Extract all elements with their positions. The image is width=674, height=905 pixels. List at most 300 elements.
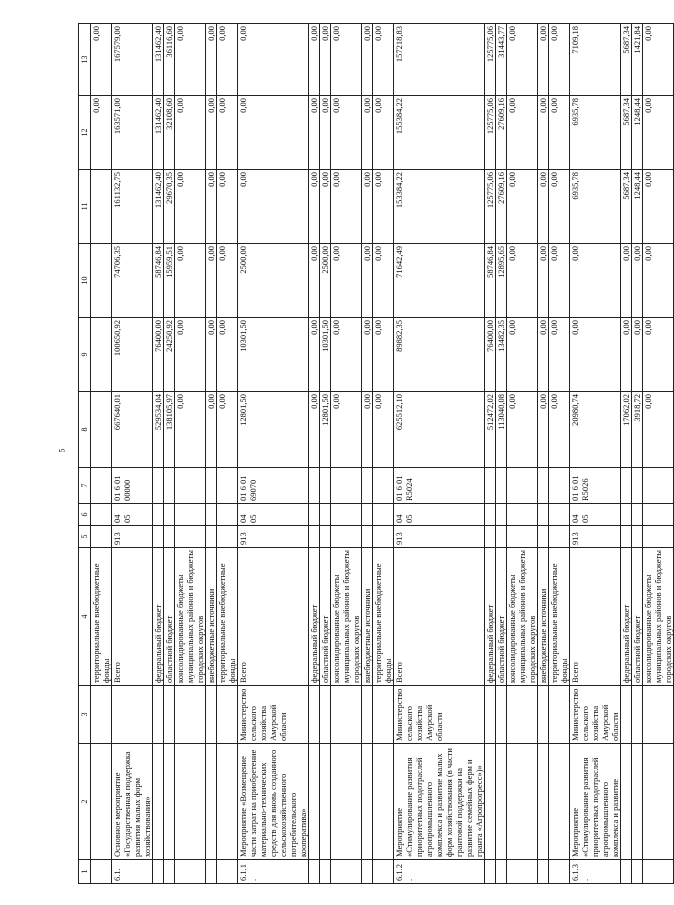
grbs-code-cell (91, 526, 112, 548)
executor-cell (175, 686, 206, 744)
year-value-cell: 0,00 (238, 170, 309, 244)
year-value-cell: 125775,06 (485, 170, 496, 244)
funding-source-cell: консолидированные бюджеты муниципальных районов и бюджеты городских округов (175, 548, 206, 686)
year-value-cell: 0,00 (331, 318, 362, 392)
budget-table (78, 23, 674, 884)
target-article-code-cell (485, 468, 496, 504)
executor-cell: Министерство сельского хозяйства Амурской области (570, 686, 621, 744)
funding-source-cell: Всего (394, 548, 485, 686)
year-value-cell: 0,00 (331, 244, 362, 318)
total-value-cell: 667640,01 (112, 392, 153, 468)
table-row (153, 24, 164, 884)
year-value-cell (91, 170, 112, 244)
grbs-code-cell (632, 526, 643, 548)
year-value-cell: 0,00 (373, 244, 394, 318)
event-name-cell (485, 744, 496, 860)
year-value-cell: 5687,34 (621, 96, 632, 170)
year-value-cell: 74706,35 (112, 244, 153, 318)
year-value-cell: 5687,34 (621, 170, 632, 244)
year-value-cell: 0,00 (206, 24, 217, 96)
target-article-code-cell (643, 468, 674, 504)
year-value-cell: 29670,35 (164, 170, 175, 244)
executor-cell (507, 686, 538, 744)
target-article-code-cell (549, 468, 570, 504)
year-value-cell: 0,00 (320, 96, 331, 170)
executor-cell (538, 686, 549, 744)
event-name-cell (643, 744, 674, 860)
year-value-cell: 0,00 (362, 244, 373, 318)
year-value-cell: 0,00 (206, 96, 217, 170)
column-header: 7 (79, 468, 91, 504)
year-value-cell: 0,00 (320, 24, 331, 96)
table-row (538, 24, 549, 884)
year-value-cell: 0,00 (643, 318, 674, 392)
year-value-cell: 0,00 (538, 170, 549, 244)
year-value-cell: 0,00 (549, 244, 570, 318)
year-value-cell: 0,00 (320, 170, 331, 244)
funding-source-cell: федеральный бюджет (485, 548, 496, 686)
event-name-cell (91, 744, 112, 860)
row-number-cell (175, 860, 206, 884)
target-article-code-cell (309, 468, 320, 504)
year-value-cell: 58746,84 (153, 244, 164, 318)
grbs-code-cell (164, 526, 175, 548)
executor-cell (164, 686, 175, 744)
table-row (309, 24, 320, 884)
executor-cell (153, 686, 164, 744)
funding-source-cell: внебюджетные источники (538, 548, 549, 686)
grbs-code-cell (549, 526, 570, 548)
total-value-cell: 17062,02 (621, 392, 632, 468)
event-name-cell (362, 744, 373, 860)
section-code-cell (91, 504, 112, 526)
section-code-cell (175, 504, 206, 526)
year-value-cell: 131462,40 (153, 24, 164, 96)
event-name-cell: Мероприятие «Стимулирование развития приоритетных подотраслей агропромышленного комплекса и развитие (570, 744, 621, 860)
year-value-cell: 0,00 (507, 24, 538, 96)
year-value-cell: 36116,60 (164, 24, 175, 96)
header-row (79, 24, 91, 884)
total-value-cell: 0,00 (331, 392, 362, 468)
executor-cell (112, 686, 153, 744)
row-number-cell (320, 860, 331, 884)
grbs-code-cell: 913 (394, 526, 485, 548)
total-value-cell: 0,00 (362, 392, 373, 468)
year-value-cell: 76400,00 (153, 318, 164, 392)
total-value-cell: 0,00 (217, 392, 238, 468)
column-header: 9 (79, 318, 91, 392)
section-code-cell (621, 504, 632, 526)
funding-source-cell: Всего (570, 548, 621, 686)
section-code-cell (164, 504, 175, 526)
section-code-cell (217, 504, 238, 526)
year-value-cell: 0,00 (309, 170, 320, 244)
year-value-cell: 0,00 (217, 318, 238, 392)
executor-cell (320, 686, 331, 744)
executor-cell (91, 686, 112, 744)
year-value-cell: 89882,35 (394, 318, 485, 392)
year-value-cell: 0,00 (206, 170, 217, 244)
executor-cell (362, 686, 373, 744)
table-row (549, 24, 570, 884)
year-value-cell: 0,00 (507, 318, 538, 392)
year-value-cell: 27609,16 (496, 96, 507, 170)
executor-cell (643, 686, 674, 744)
row-number-cell (217, 860, 238, 884)
executor-cell (496, 686, 507, 744)
target-article-code-cell (153, 468, 164, 504)
year-value-cell: 0,00 (175, 244, 206, 318)
table-row (373, 24, 394, 884)
total-value-cell: 0,00 (309, 392, 320, 468)
grbs-code-cell (373, 526, 394, 548)
row-number-cell (373, 860, 394, 884)
total-value-cell: 12801,50 (320, 392, 331, 468)
year-value-cell: 0,00 (309, 318, 320, 392)
total-value-cell: 20980,74 (570, 392, 621, 468)
year-value-cell: 100650,92 (112, 318, 153, 392)
column-header: 11 (79, 170, 91, 244)
grbs-code-cell: 913 (238, 526, 309, 548)
year-value-cell: 0,00 (175, 24, 206, 96)
year-value-cell: 6935,78 (570, 96, 621, 170)
section-code-cell (632, 504, 643, 526)
event-name-cell (320, 744, 331, 860)
year-value-cell: 10301,50 (320, 318, 331, 392)
year-value-cell: 0,00 (238, 96, 309, 170)
row-number-cell (331, 860, 362, 884)
total-value-cell: 529534,04 (153, 392, 164, 468)
year-value-cell: 161132,75 (112, 170, 153, 244)
year-value-cell: 2500,00 (320, 244, 331, 318)
year-value-cell: 0,00 (331, 24, 362, 96)
year-value-cell: 58746,84 (485, 244, 496, 318)
row-number-cell (153, 860, 164, 884)
year-value-cell: 24250,92 (164, 318, 175, 392)
event-name-cell: Основное мероприятие «Государственная поддержка развития малых форм хозяйствования» (112, 744, 153, 860)
event-name-cell (621, 744, 632, 860)
executor-cell (485, 686, 496, 744)
funding-source-cell: внебюджетные источники (362, 548, 373, 686)
year-value-cell: 27609,16 (496, 170, 507, 244)
funding-source-cell: консолидированные бюджеты муниципальных районов и бюджеты городских округов (507, 548, 538, 686)
total-value-cell: 0,00 (373, 392, 394, 468)
year-value-cell: 0,00 (538, 318, 549, 392)
row-number-cell: 6.1.1. (238, 860, 309, 884)
table-row (175, 24, 206, 884)
funding-source-cell: территориальные внебюджетные фонды (91, 548, 112, 686)
grbs-code-cell (175, 526, 206, 548)
event-name-cell: Мероприятие «Возмещение части затрат на приобретение материально-технических средств для вновь созданного сельскохозяйственного потребительского кооператива» (238, 744, 309, 860)
target-article-code-cell (175, 468, 206, 504)
year-value-cell: 131462,40 (153, 96, 164, 170)
section-code-cell (496, 504, 507, 526)
executor-cell: Министерство сельского хозяйства Амурской области (238, 686, 309, 744)
event-name-cell (496, 744, 507, 860)
section-code-cell: 04 05 (112, 504, 153, 526)
table-row (485, 24, 496, 884)
year-value-cell (91, 318, 112, 392)
row-number-cell (206, 860, 217, 884)
section-code-cell (643, 504, 674, 526)
total-value-cell: 0,00 (206, 392, 217, 468)
event-name-cell (153, 744, 164, 860)
row-number-cell (621, 860, 632, 884)
rotated-table-wrapper (78, 24, 673, 884)
grbs-code-cell (309, 526, 320, 548)
row-number-cell (309, 860, 320, 884)
year-value-cell: 0,00 (217, 244, 238, 318)
year-value-cell: 0,00 (549, 24, 570, 96)
total-value-cell: 113040,08 (496, 392, 507, 468)
year-value-cell: 0,00 (217, 96, 238, 170)
table-row (496, 24, 507, 884)
year-value-cell: 125775,06 (485, 24, 496, 96)
year-value-cell (91, 244, 112, 318)
column-header: 10 (79, 244, 91, 318)
section-code-cell (538, 504, 549, 526)
year-value-cell: 6935,78 (570, 170, 621, 244)
total-value-cell: 0,00 (507, 392, 538, 468)
year-value-cell: 0,00 (91, 96, 112, 170)
target-article-code-cell (496, 468, 507, 504)
funding-source-cell: областной бюджет (320, 548, 331, 686)
funding-source-cell: областной бюджет (632, 548, 643, 686)
year-value-cell: 0,00 (206, 318, 217, 392)
executor-cell (217, 686, 238, 744)
column-header: 3 (79, 686, 91, 744)
year-value-cell: 5687,34 (621, 24, 632, 96)
target-article-code-cell (632, 468, 643, 504)
event-name-cell (217, 744, 238, 860)
year-value-cell: 0,00 (549, 170, 570, 244)
year-value-cell: 0,00 (621, 318, 632, 392)
funding-source-cell: внебюджетные источники (206, 548, 217, 686)
table-row (362, 24, 373, 884)
column-header: 4 (79, 548, 91, 686)
total-value-cell: 12801,50 (238, 392, 309, 468)
year-value-cell: 32108,60 (164, 96, 175, 170)
row-number-cell (507, 860, 538, 884)
year-value-cell: 0,00 (643, 24, 674, 96)
row-number-cell (362, 860, 373, 884)
total-value-cell: 512472,02 (485, 392, 496, 468)
executor-cell (632, 686, 643, 744)
year-value-cell: 0,00 (175, 318, 206, 392)
year-value-cell: 0,00 (238, 24, 309, 96)
target-article-code-cell (320, 468, 331, 504)
row-number-cell (91, 860, 112, 884)
year-value-cell: 0,00 (175, 96, 206, 170)
funding-source-cell: федеральный бюджет (309, 548, 320, 686)
executor-cell (549, 686, 570, 744)
event-name-cell (164, 744, 175, 860)
year-value-cell: 1421,84 (632, 24, 643, 96)
total-value-cell: 0,00 (538, 392, 549, 468)
funding-source-cell: консолидированные бюджеты муниципальных районов и бюджеты городских округов (331, 548, 362, 686)
row-number-cell (164, 860, 175, 884)
target-article-code-cell: 01 6 01 R5024 (394, 468, 485, 504)
row-number-cell: 6.1.3. (570, 860, 621, 884)
year-value-cell: 0,00 (331, 96, 362, 170)
event-name-cell (538, 744, 549, 860)
grbs-code-cell (485, 526, 496, 548)
funding-source-cell: Всего (112, 548, 153, 686)
section-code-cell (507, 504, 538, 526)
year-value-cell: 157218,83 (394, 24, 485, 96)
year-value-cell: 7109,18 (570, 24, 621, 96)
year-value-cell: 0,00 (632, 318, 643, 392)
target-article-code-cell: 01 6 01 69070 (238, 468, 309, 504)
year-value-cell: 131462,40 (153, 170, 164, 244)
funding-source-cell: федеральный бюджет (153, 548, 164, 686)
column-header: 5 (79, 526, 91, 548)
table-row (632, 24, 643, 884)
year-value-cell: 2500,00 (238, 244, 309, 318)
table-row (394, 24, 485, 884)
row-number-cell (485, 860, 496, 884)
year-value-cell: 0,00 (373, 24, 394, 96)
year-value-cell: 0,00 (175, 170, 206, 244)
event-name-cell (206, 744, 217, 860)
event-name-cell (175, 744, 206, 860)
year-value-cell: 0,00 (331, 170, 362, 244)
row-number-cell (549, 860, 570, 884)
section-code-cell (206, 504, 217, 526)
section-code-cell: 04 05 (238, 504, 309, 526)
event-name-cell (309, 744, 320, 860)
year-value-cell: 0,00 (309, 24, 320, 96)
year-value-cell: 0,00 (643, 170, 674, 244)
year-value-cell: 1248,44 (632, 170, 643, 244)
section-code-cell (153, 504, 164, 526)
table-row (238, 24, 309, 884)
row-number-cell (643, 860, 674, 884)
year-value-cell: 0,00 (549, 96, 570, 170)
table-row (621, 24, 632, 884)
year-value-cell: 0,00 (309, 244, 320, 318)
year-value-cell: 0,00 (373, 96, 394, 170)
funding-source-cell: федеральный бюджет (621, 548, 632, 686)
table-row (570, 24, 621, 884)
target-article-code-cell (164, 468, 175, 504)
section-code-cell (485, 504, 496, 526)
section-code-cell (362, 504, 373, 526)
target-article-code-cell (538, 468, 549, 504)
grbs-code-cell (331, 526, 362, 548)
year-value-cell: 167579,00 (112, 24, 153, 96)
column-header: 6 (79, 504, 91, 526)
year-value-cell: 15959,51 (164, 244, 175, 318)
grbs-code-cell: 913 (570, 526, 621, 548)
total-value-cell: 3918,72 (632, 392, 643, 468)
event-name-cell (507, 744, 538, 860)
grbs-code-cell: 913 (112, 526, 153, 548)
event-name-cell (331, 744, 362, 860)
funding-source-cell: областной бюджет (496, 548, 507, 686)
year-value-cell: 0,00 (643, 96, 674, 170)
year-value-cell: 153384,22 (394, 170, 485, 244)
section-code-cell (331, 504, 362, 526)
year-value-cell: 0,00 (549, 318, 570, 392)
row-number-cell (496, 860, 507, 884)
grbs-code-cell (538, 526, 549, 548)
row-number-cell: 6.1.2. (394, 860, 485, 884)
grbs-code-cell (362, 526, 373, 548)
table-row (507, 24, 538, 884)
event-name-cell (632, 744, 643, 860)
total-value-cell (91, 392, 112, 468)
funding-source-cell: консолидированные бюджеты муниципальных районов и бюджеты городских округов (643, 548, 674, 686)
table-row (643, 24, 674, 884)
target-article-code-cell (331, 468, 362, 504)
target-article-code-cell (91, 468, 112, 504)
column-header: 12 (79, 96, 91, 170)
year-value-cell: 12895,65 (496, 244, 507, 318)
section-code-cell (549, 504, 570, 526)
funding-source-cell: Всего (238, 548, 309, 686)
grbs-code-cell (643, 526, 674, 548)
year-value-cell: 0,00 (538, 244, 549, 318)
section-code-cell: 04 05 (570, 504, 621, 526)
year-value-cell: 71642,49 (394, 244, 485, 318)
year-value-cell: 0,00 (309, 96, 320, 170)
table-row (331, 24, 362, 884)
funding-source-cell: территориальные внебюджетные фонды (549, 548, 570, 686)
year-value-cell: 155384,22 (394, 96, 485, 170)
target-article-code-cell (621, 468, 632, 504)
year-value-cell: 31443,77 (496, 24, 507, 96)
table-row (164, 24, 175, 884)
event-name-cell (549, 744, 570, 860)
table-row (320, 24, 331, 884)
total-value-cell: 138105,97 (164, 392, 175, 468)
event-name-cell: Мероприятие «Стимулирование развития приоритетных подотраслей агропромышленного комплекса и развитие малых форм хозяйствования (в части грантовой поддержки на развитие семейных ферм и гранта «Агропрогресс»)» (394, 744, 485, 860)
year-value-cell: 0,00 (643, 244, 674, 318)
year-value-cell: 0,00 (373, 170, 394, 244)
section-code-cell: 04 05 (394, 504, 485, 526)
grbs-code-cell (206, 526, 217, 548)
target-article-code-cell (206, 468, 217, 504)
grbs-code-cell (217, 526, 238, 548)
row-number-cell (538, 860, 549, 884)
executor-cell (621, 686, 632, 744)
total-value-cell: 0,00 (549, 392, 570, 468)
year-value-cell: 163571,00 (112, 96, 153, 170)
target-article-code-cell (217, 468, 238, 504)
table-row (206, 24, 217, 884)
year-value-cell: 125775,06 (485, 96, 496, 170)
year-value-cell: 0,00 (538, 96, 549, 170)
year-value-cell: 0,00 (362, 318, 373, 392)
year-value-cell: 0,00 (507, 96, 538, 170)
target-article-code-cell: 01 6 01 00000 (112, 468, 153, 504)
target-article-code-cell: 01 6 01 R5026 (570, 468, 621, 504)
year-value-cell: 13482,35 (496, 318, 507, 392)
grbs-code-cell (496, 526, 507, 548)
section-code-cell (373, 504, 394, 526)
table-row (112, 24, 153, 884)
grbs-code-cell (507, 526, 538, 548)
year-value-cell: 0,00 (570, 318, 621, 392)
funding-source-cell: территориальные внебюджетные фонды (373, 548, 394, 686)
year-value-cell: 0,00 (570, 244, 621, 318)
year-value-cell: 0,00 (507, 170, 538, 244)
grbs-code-cell (320, 526, 331, 548)
year-value-cell: 0,00 (217, 24, 238, 96)
grbs-code-cell (621, 526, 632, 548)
year-value-cell: 0,00 (362, 170, 373, 244)
